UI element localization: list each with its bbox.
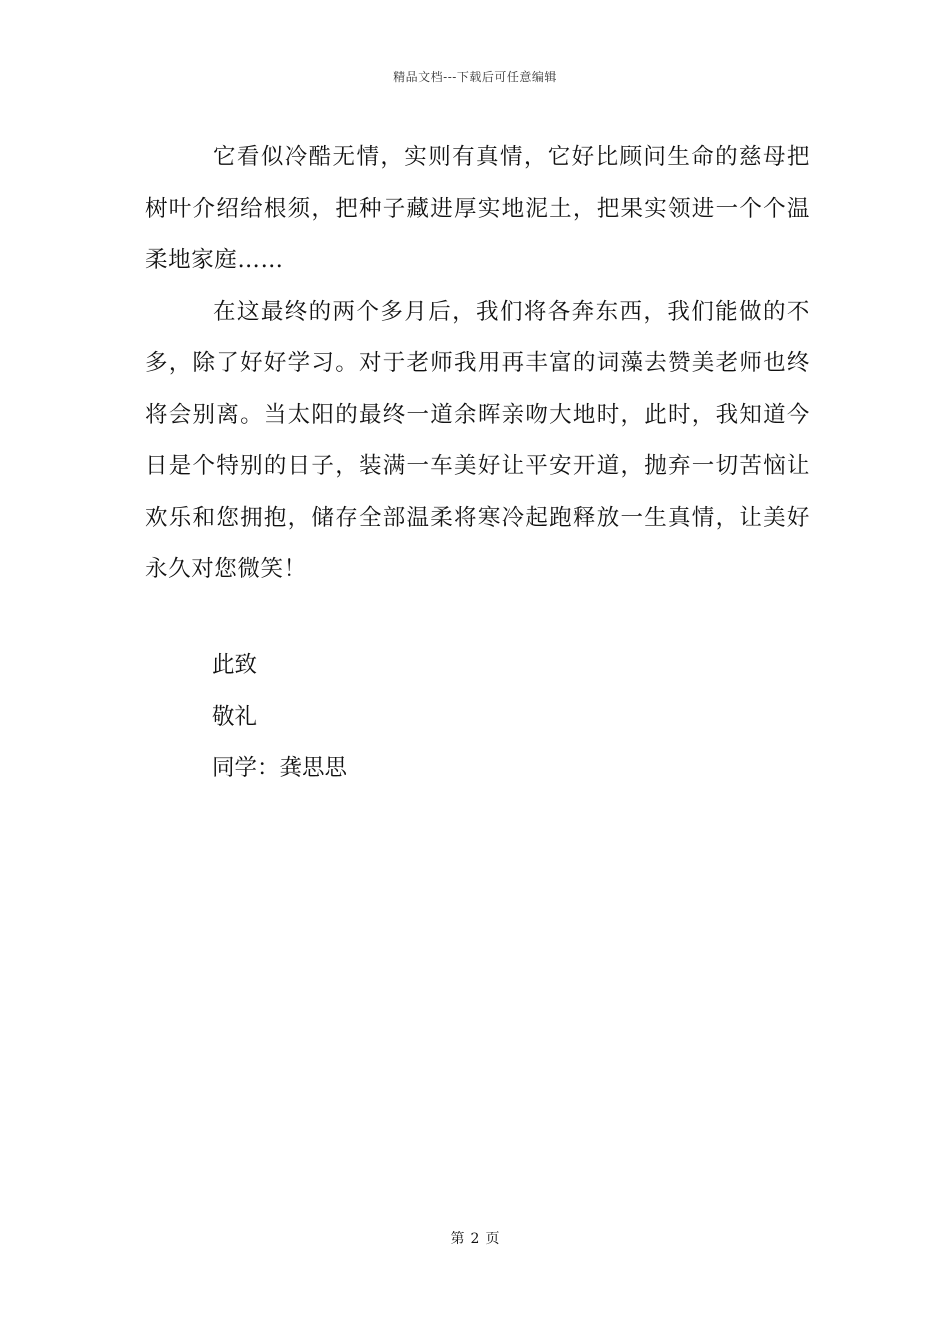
signature: 同学：龚思思 — [212, 755, 348, 781]
closing-salutation: 此致 — [212, 652, 258, 678]
page-number: 2 — [470, 1231, 480, 1247]
closing-regards: 敬礼 — [212, 703, 258, 730]
page-number-suffix: 页 — [485, 1231, 500, 1247]
paragraph: 它看似冷酷无情，实则有真情，它好比顾问生命的慈母把树叶介绍给根须，把种子藏进厚实地泥土，把果实领进一个个温柔地家庭…… — [145, 144, 810, 273]
page-footer — [0, 1228, 950, 1248]
letter-closing — [212, 640, 347, 795]
page-header: 精品文档---下载后可任意编辑 — [393, 70, 557, 84]
page-number-prefix: 第 — [450, 1231, 465, 1247]
letter-body — [145, 132, 810, 596]
paragraph: 在这最终的两个多月后，我们将各奔东西，我们能做的不多，除了好好学习。对于老师我用再丰富的词藻去赞美老师也终将会别离。当太阳的最终一道余晖亲吻大地时，此时，我知道今日是个特别的日子，装满一车美好让平安开道，抛弃一切苦恼让欢乐和您拥抱，储存全部温柔将寒冷起跑释放一生真情，让美好永久对您微笑！ — [145, 298, 810, 582]
